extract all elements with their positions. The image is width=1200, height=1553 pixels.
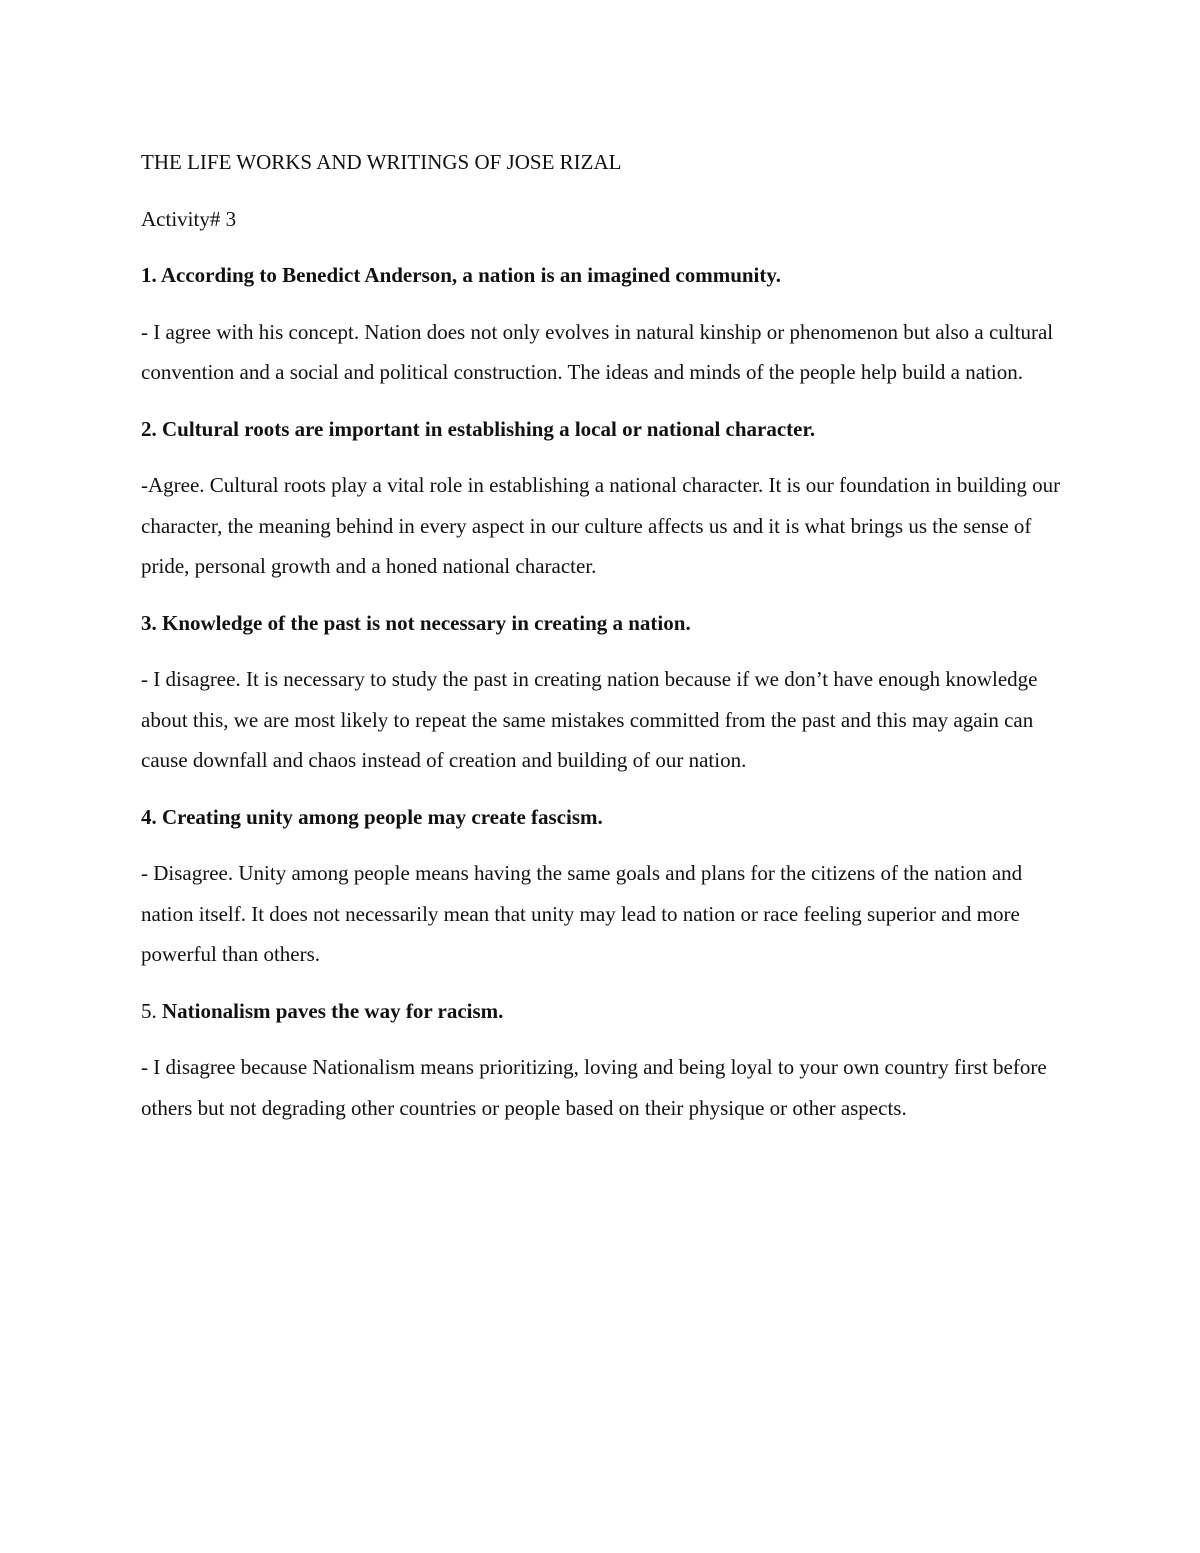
activity-label: Activity# 3 [141,206,237,231]
answer-4: - Disagree. Unity among people means having the same goals and plans for the citizens of the nation and nation itself. It does not necessarily mean that unity may lead to nation or race feeling superior and more powerful than others. [141,861,1023,966]
question-number: 2. [141,416,162,441]
question-number: 3. [141,610,162,635]
answer-3: - I disagree. It is necessary to study the past in creating nation because if we don’t have enough knowledge about this, we are most likely to repeat the same mistakes committed from the past and this may again can cause downfall and chaos instead of creation and building of our nation. [141,667,1038,772]
question-text: According to Benedict Anderson, a nation is an imagined community. [160,263,781,287]
question-5 [141,991,1061,1032]
question-number: 1. [141,263,161,287]
document-title: THE LIFE WORKS AND WRITINGS OF JOSE RIZAL [141,150,622,174]
answer-5: - I disagree because Nationalism means prioritizing, loving and being loyal to your own country first before others but not degrading other countries or people based on their physique or other aspects. [141,1055,1047,1120]
question-text: Cultural roots are important in establishing a local or national character. [162,416,816,441]
question-2 [141,409,1061,450]
document-body [141,142,1061,1144]
question-text: Nationalism paves the way for racism. [162,998,504,1023]
question-1 [141,255,1061,296]
question-number: 5. [141,998,162,1023]
answer-2: -Agree. Cultural roots play a vital role in establishing a national character. It is our foundation in building our character, the meaning behind in every aspect in our culture affects us and it is what brings us the sense of pride, personal growth and a honed national character. [141,473,1061,578]
question-4 [141,797,1061,838]
question-text: Knowledge of the past is not necessary in creating a nation. [162,610,691,635]
question-number: 4. [141,804,162,829]
question-3 [141,603,1061,644]
answer-1: - I agree with his concept. Nation does not only evolves in natural kinship or phenomenon but also a cultural convention and a social and political construction. The ideas and minds of the people help build a nation. [141,319,1054,384]
question-text: Creating unity among people may create fascism. [162,804,603,829]
